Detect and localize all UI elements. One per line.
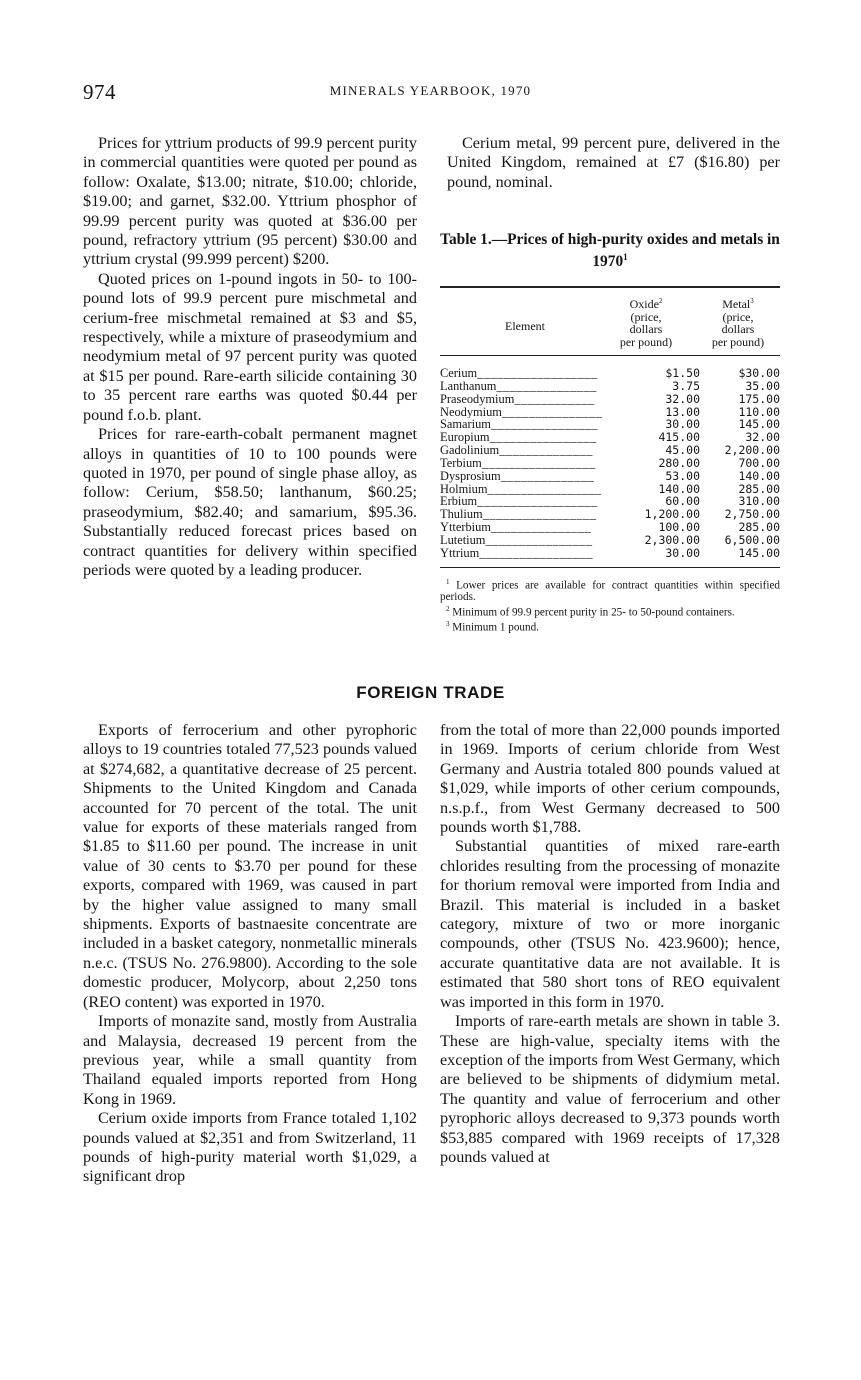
metal-price-cell: 35.00: [745, 378, 780, 393]
metal-price-cell: 110.00: [738, 404, 780, 419]
oxide-header-label: Oxide: [629, 297, 659, 311]
table-row: [440, 547, 780, 560]
footnote-text: Minimum 1 pound.: [452, 621, 540, 634]
header-line: dollars: [721, 322, 755, 336]
dot-leader: ________________: [490, 418, 599, 432]
table-title-text: Table 1.—Prices of high-purity oxides and metals in 1970: [440, 231, 780, 270]
element-cell: Praseodymium____________: [440, 392, 595, 406]
paragraph: Imports of rare-earth metals are shown in table 3. These are high-value, specialty items with the exception of the imports from West Germany, which are believed to be shipments of didymium metal. The quantity and value of ferrocerium and other pyrophoric alloys decreased to 9,373 pounds worth $53,885 compared with 1969 receipts of 17,328 pounds valued at: [440, 1012, 780, 1166]
table-row: [440, 367, 780, 380]
top-right-column: [447, 134, 780, 192]
oxide-price-cell: 415.00: [658, 430, 700, 445]
element-cell: Lutetium________________: [440, 533, 593, 547]
footnote-mark: 3: [750, 297, 754, 305]
bottom-left-column: [83, 721, 417, 1187]
price-table: [440, 367, 780, 560]
table-row: [440, 457, 780, 470]
oxide-price-cell: 30.00: [665, 417, 700, 432]
element-header-label: Element: [505, 319, 545, 333]
metal-price-cell: 310.00: [738, 494, 780, 509]
metal-price-cell: 140.00: [738, 468, 780, 483]
element-cell: Erbium__________________: [440, 495, 598, 509]
dot-leader: ______________: [499, 444, 593, 457]
paragraph: Prices for rare-earth-cobalt permanent magnet alloys in quantities of 10 to 100 pounds were quoted in 1970, per pound of single phase alloy, as follow: Cerium, $58.50; lanthanum, $60.25; praseodymium, $82.40; and samarium, $95.36. Substantially reduced forecast prices based on contract quantities for delivery within specified periods were quoted by a leading producer.: [83, 425, 417, 579]
dot-leader: _______________: [490, 521, 592, 534]
oxide-price-cell: 1,200.00: [644, 507, 700, 522]
oxide-price-cell: 32.00: [665, 391, 700, 406]
table-row: [440, 418, 780, 431]
oxide-column-header: [604, 295, 688, 348]
dot-leader: _________________: [481, 456, 596, 470]
running-title: MINERALS YEARBOOK, 1970: [329, 83, 532, 98]
paragraph: Substantial quantities of mixed rare-earth chlorides resulting from the processing of monazite for thorium removal were imported from India and Brazil. This material is included in a basket category, mixture of two or more inorganic compounds, other (TSUS No. 423.9600); hence, accurate quantitative data are not available. It is estimated that 580 short tons of REO equivalent was imported in this form in 1970.: [440, 837, 780, 1011]
element-cell: Dysprosium______________: [440, 469, 595, 483]
dot-leader: _______________: [501, 405, 603, 419]
dot-leader: ____________: [514, 392, 595, 406]
table-bottom-rule: [440, 567, 780, 568]
footnote: [440, 619, 780, 634]
footnote: [440, 577, 780, 604]
paragraph: Exports of ferrocerium and other pyrophoric alloys to 19 countries totaled 77,523 pounds valued at $274,682, a quantitative decrease of 25 percent. Shipments to the United Kingdom and Canada accounted for 70 percent of the total. The unit value for exports of these materials ranged from $1.85 to $11.60 per pound. The increase in unit value of 30 cents to $3.70 per pound for these exports, compared with 1969, was caused in part by the higher value assigned to many small shipments. Exports of bastnaesite concentrate are included in a basket category, nonmetallic minerals n.e.c. (TSUS No. 276.9800). According to the sole domestic producer, Molycorp, about 2,250 tons (REO content) was exported in 1970.: [83, 721, 417, 1011]
section-title: FOREIGN TRADE: [356, 683, 505, 702]
paragraph: from the total of more than 22,000 pounds imported in 1969. Imports of cerium chloride from West Germany and Austria totaled 800 pounds valued at $1,029, while imports of other cerium compounds, n.s.p.f., from West Germany decreased to 500 pounds worth $1,788.: [440, 721, 780, 837]
element-cell: Yttrium_________________: [440, 546, 594, 560]
metal-price-cell: 2,200.00: [724, 443, 780, 458]
metal-price-cell: 145.00: [738, 545, 780, 560]
metal-column-header: [696, 295, 780, 348]
dot-leader: _________________: [479, 546, 594, 560]
footnote-mark: 2: [446, 604, 450, 613]
oxide-price-cell: 100.00: [658, 520, 700, 535]
oxide-price-cell: $1.50: [665, 366, 700, 380]
oxide-price-cell: 140.00: [658, 481, 700, 496]
top-left-column: [83, 134, 417, 580]
metal-price-cell: 32.00: [745, 430, 780, 445]
bottom-right-column: [440, 721, 780, 1167]
oxide-price-cell: 13.00: [665, 404, 700, 419]
oxide-price-cell: 60.00: [665, 494, 700, 509]
metal-price-cell: 145.00: [738, 417, 780, 432]
header-line: (price,: [630, 309, 662, 324]
oxide-price-cell: 45.00: [665, 443, 700, 458]
footnote-mark: 3: [446, 620, 450, 629]
table-row: [440, 393, 780, 406]
element-cell: Holmium_________________: [440, 482, 602, 496]
dot-leader: _________________: [487, 482, 602, 496]
dot-leader: __________________: [477, 367, 598, 380]
table-row: [440, 483, 780, 496]
metal-price-cell: 2,750.00: [724, 507, 780, 522]
table-row: [440, 534, 780, 547]
footnote-mark: 2: [658, 297, 663, 305]
dot-leader: ________________: [489, 431, 597, 445]
table-title: [440, 231, 780, 270]
element-column-header: [470, 320, 580, 333]
metal-price-cell: $30.00: [738, 366, 780, 380]
metal-price-cell: 285.00: [738, 481, 780, 496]
metal-price-cell: 700.00: [738, 455, 780, 470]
table-row: [440, 406, 780, 419]
table-footnotes: [440, 577, 780, 635]
oxide-price-cell: 53.00: [665, 468, 700, 483]
dot-leader: _______________: [496, 379, 597, 393]
metal-price-cell: 6,500.00: [724, 532, 780, 547]
page-number: 974: [83, 80, 116, 104]
footnote-mark: 1: [623, 251, 628, 262]
header-line: (price,: [722, 309, 754, 324]
metal-header-label: Metal: [722, 297, 751, 311]
table-top-rule: [440, 286, 780, 288]
dot-leader: __________________: [477, 495, 598, 509]
element-cell: Ytterbium_______________: [440, 521, 592, 534]
footnote-text: Lower prices are available for contract quantities within specified periods.: [440, 579, 781, 604]
element-cell: Europium________________: [440, 431, 597, 445]
oxide-price-cell: 30.00: [665, 545, 700, 560]
element-cell: Terbium_________________: [440, 456, 596, 470]
table-row: [440, 380, 780, 393]
paragraph: Cerium metal, 99 percent pure, delivered in the United Kingdom, remained at £7 ($16.80) per pound, nominal.: [447, 134, 780, 191]
table-row: [440, 508, 780, 521]
header-line: per pound): [619, 334, 673, 349]
table-row: [440, 470, 780, 483]
table-row: [440, 444, 780, 457]
footnote: [440, 604, 780, 619]
metal-price-cell: 285.00: [738, 520, 780, 535]
oxide-price-cell: 2,300.00: [644, 532, 700, 547]
element-cell: Gadolinium______________: [440, 444, 593, 457]
element-cell: Thulium_________________: [440, 508, 597, 522]
header-line: dollars: [629, 322, 663, 336]
header-line: per pound): [711, 334, 765, 349]
footnote-mark: 1: [446, 578, 450, 586]
element-cell: Samarium________________: [440, 418, 599, 432]
element-cell: Neodymium_______________: [440, 405, 603, 419]
paragraph: Quoted prices on 1-pound ingots in 50- to 100-pound lots of 99.9 percent pure mischmetal and cerium-free mischmetal remained at $3 and $5, respectively, while a mixture of praseodymium and neodymium metal of 97 percent purity was quoted at $15 per pound. Rare-earth silicide containing 30 to 35 percent rare earths was quoted $0.44 per pound f.o.b. plant.: [83, 269, 417, 424]
element-cell: Lanthanum_______________: [440, 379, 597, 393]
paragraph: Prices for yttrium products of 99.9 percent purity in commercial quantities were quoted per pound as follow: Oxalate, $13.00; nitrate, $10.00; chloride, $19.00; and garnet, $32.00. Yttrium phosphor of 99.99 percent purity was quoted at $36.00 per pound, refractory yttrium (95 percent) $30.00 and yttrium crystal (99.999 percent) $200.: [83, 134, 417, 269]
footnote-text: Minimum of 99.9 percent purity in 25- to 50-pound containers.: [452, 606, 735, 619]
oxide-price-cell: 280.00: [658, 455, 700, 470]
element-cell: Cerium__________________: [440, 367, 598, 380]
table-header-rule: [440, 355, 780, 356]
metal-price-cell: 175.00: [738, 391, 780, 406]
dot-leader: ________________: [485, 533, 593, 547]
paragraph: Imports of monazite sand, mostly from Australia and Malaysia, decreased 19 percent from the previous year, while a small quantity from Thailand equaled imports reported from Hong Kong in 1969.: [83, 1012, 417, 1108]
oxide-price-cell: 3.75: [672, 378, 700, 393]
dot-leader: ______________: [500, 469, 595, 483]
paragraph: Cerium oxide imports from France totaled 1,102 pounds valued at $2,351 and from Switzerland, 11 pounds of high-purity material worth $1,029, a significant drop: [83, 1109, 417, 1186]
dot-leader: _________________: [482, 508, 597, 522]
